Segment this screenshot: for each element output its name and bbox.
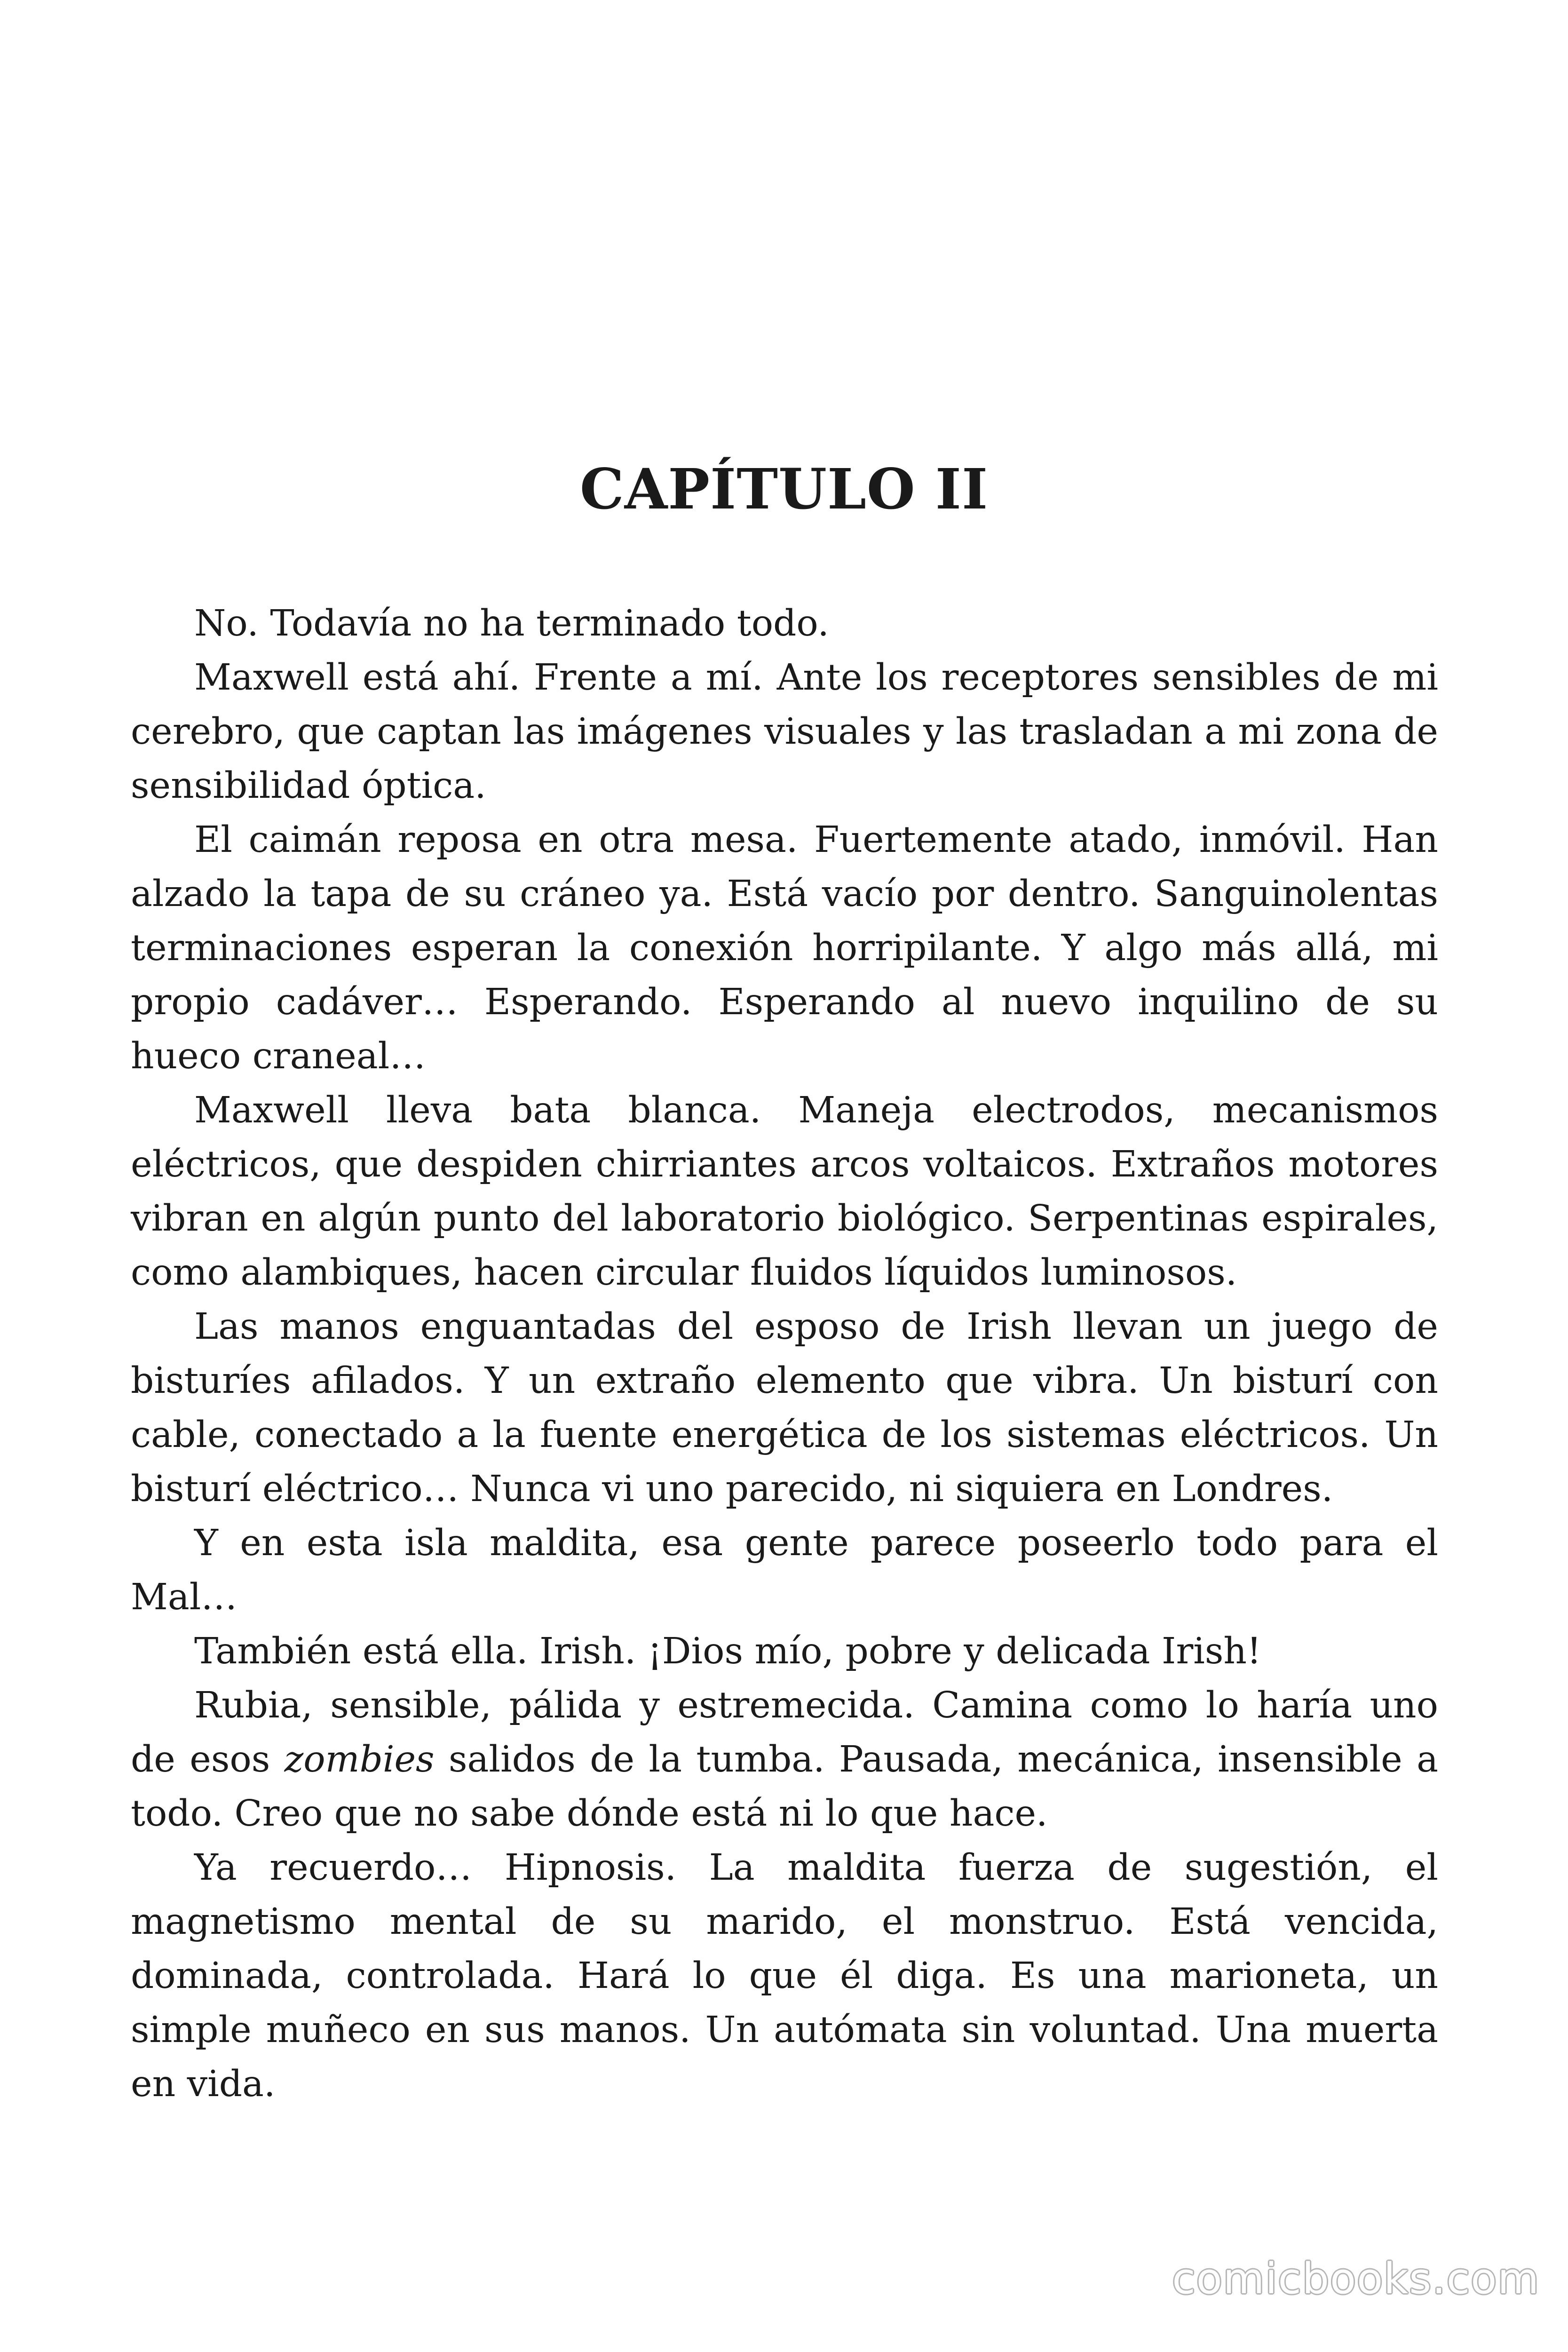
- paragraph-8-emphasis: zombies: [284, 1739, 435, 1780]
- watermark: comicbooks.com: [1172, 2254, 1540, 2304]
- paragraph-3: El caimán reposa en otra mesa. Fuertemente atado, inmóvil. Han alzado la tapa de su cráneo ya. Está vacío por dentro. Sanguinolentas terminaciones esperan la conexión horripilante. Y algo más allá, mi propio cadáver… Esperando. Esperando al nuevo inquilino de su hueco craneal…: [131, 819, 1438, 1077]
- paragraph-2: Maxwell está ahí. Frente a mí. Ante los receptores sensibles de mi cerebro, que captan las imágenes visuales y las trasladan a mi zona de sensibilidad óptica.: [131, 657, 1438, 807]
- paragraph-1: No. Todavía no ha terminado todo.: [194, 603, 829, 644]
- paragraph-8: [131, 1678, 1438, 1841]
- paragraph-8-after: salidos de la tumba. Pausada, mecánica, insensible a todo. Creo que no sabe dónde está ni lo que hace.: [131, 1739, 1438, 1835]
- chapter-body: [131, 596, 1438, 2111]
- paragraph-7: También está ella. Irish. ¡Dios mío, pobre y delicada Irish!: [194, 1630, 1261, 1672]
- paragraph-4: Maxwell lleva bata blanca. Maneja electrodos, mecanismos eléctricos, que despiden chirriantes arcos voltaicos. Extraños motores vibran en algún punto del laboratorio biológico. Serpentinas espirales, como alambiques, hacen circular fluidos líquidos luminosos.: [131, 1089, 1438, 1294]
- paragraph-9: Ya recuerdo… Hipnosis. La maldita fuerza de sugestión, el magnetismo mental de su marido, el monstruo. Está vencida, dominada, controlada. Hará lo que él diga. Es una marioneta, un simple muñeco en sus manos. Un autómata sin voluntad. Una muerta en vida.: [131, 1847, 1438, 2105]
- paragraph-5: Las manos enguantadas del esposo de Irish llevan un juego de bisturíes afilados. Y un extraño elemento que vibra. Un bisturí con cable, conectado a la fuente energética de los sistemas eléctricos. Un bisturí eléctrico… Nunca vi uno parecido, ni siquiera en Londres.: [131, 1306, 1438, 1510]
- paragraph-8-before: Rubia, sensible, pálida y estremecida. Camina como lo haría uno de esos: [131, 1685, 1438, 1780]
- chapter-title: CAPÍTULO II: [579, 456, 989, 522]
- paragraph-6: Y en esta isla maldita, esa gente parece poseerlo todo para el Mal…: [131, 1522, 1438, 1618]
